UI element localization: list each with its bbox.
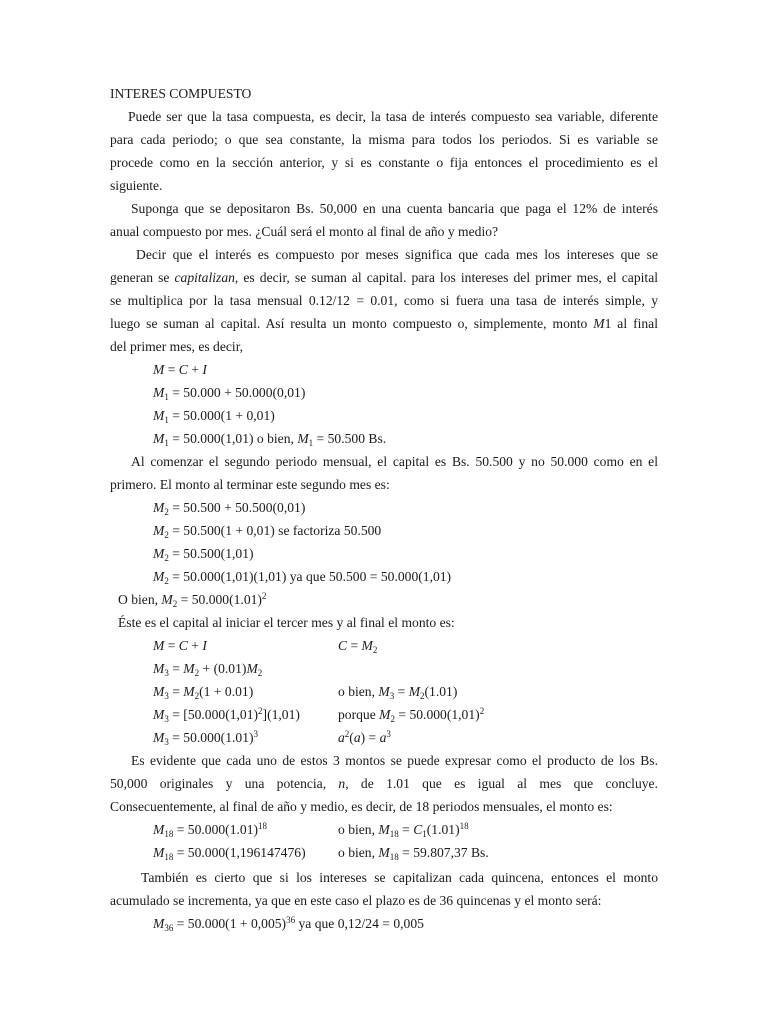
math-subscript: 2: [164, 553, 169, 563]
math-variable: M: [297, 431, 309, 446]
paragraph-line: Éste es el capital al iniciar el tercer mes y al final el monto es:: [118, 615, 455, 630]
math-variable: M: [153, 661, 165, 676]
math-superscript: 2: [479, 706, 485, 716]
paragraph-line: para cada periodo; o que sea constante, la misma para todos los periodos. Si es variable se: [110, 132, 658, 147]
math-text: = 50.000(1 + 0,005): [173, 916, 287, 931]
math-variable: M: [183, 684, 195, 699]
paragraph-line: También es cierto que si los intereses se capitalizan cada quincena, entonces el monto: [141, 870, 658, 885]
math-variable: M: [153, 431, 165, 446]
math-variable: a: [338, 730, 345, 745]
math-subscript: 2: [372, 645, 378, 655]
math-subscript: 3: [164, 714, 169, 724]
math-text: = 50.000 + 50.000(0,01): [168, 385, 306, 400]
math-variable: M: [153, 408, 165, 423]
math-subscript: 2: [390, 714, 395, 724]
math-subscript: 3: [164, 691, 169, 701]
paragraph-line: [110, 312, 658, 335]
equation-row: [110, 657, 658, 680]
equation-row: [110, 841, 658, 864]
math-text: = 50.500(1,01): [168, 546, 254, 561]
paragraph-generalization: [110, 749, 658, 818]
math-variable: M: [361, 638, 373, 653]
paragraph-biweekly: [110, 866, 658, 912]
paragraph-second-month: [110, 450, 658, 496]
equation-right: [338, 730, 391, 745]
math-variable: I: [202, 638, 207, 653]
paragraph-line: acumulado se incrementa, ya que en este caso el plazo es de 36 quincenas y el monto será:: [110, 893, 602, 908]
math-subscript: 1: [422, 829, 427, 839]
math-superscript: 2: [258, 706, 263, 716]
math-text: = 50.000(1.01): [177, 592, 262, 607]
paragraph-line: Decir que el interés es compuesto por meses significa que cada mes los intereses que se: [136, 247, 658, 262]
math-text: = 50.000(1,01) o bien,: [168, 431, 298, 446]
math-variable: C: [178, 638, 188, 653]
math-text: = 50.500(1 + 0,01) se factoriza 50.500: [168, 523, 382, 538]
equation-left: [153, 703, 338, 726]
math-superscript: 2: [261, 591, 267, 601]
math-text: = 50.000(1,01)(1,01) ya que 50.500 = 50.000(1,01): [168, 569, 452, 584]
math-text: = 59.807,37 Bs.: [398, 845, 489, 860]
math-variable: M: [153, 500, 165, 515]
math-subscript: 18: [164, 829, 174, 839]
equation-right: [338, 707, 484, 722]
paragraph-line: Suponga que se depositaron Bs. 50,000 en una cuenta bancaria que paga el 12% de interés: [131, 201, 658, 216]
math-text: +: [187, 638, 203, 653]
paragraph-explanation: [110, 243, 658, 358]
equation-row: [110, 818, 658, 841]
math-variable: M: [153, 385, 165, 400]
math-text: = 50.000(1,01): [394, 707, 480, 722]
math-variable: M: [379, 707, 391, 722]
math-variable: C: [338, 638, 348, 653]
math-text: +: [187, 362, 203, 377]
text-run: O bien,: [118, 592, 162, 607]
math-variable: M: [593, 316, 605, 331]
math-subscript: 1: [308, 438, 314, 448]
equation-left: [153, 680, 338, 703]
math-variable: M: [153, 684, 165, 699]
equation-row: [110, 634, 658, 657]
math-text: =: [168, 661, 184, 676]
math-subscript: 2: [194, 668, 200, 678]
math-variable: M: [408, 684, 421, 699]
equation-left: [153, 657, 338, 680]
text-run: , de 1.01 que es igual al mes que concluye.: [345, 776, 658, 791]
math-variable: M: [153, 546, 165, 561]
equation-line: [110, 519, 658, 542]
math-subscript: 1: [164, 392, 169, 402]
math-variable: a: [353, 730, 361, 745]
equation-right: [338, 684, 457, 699]
math-variable: M: [378, 684, 390, 699]
math-text: ](1,01): [262, 707, 300, 722]
math-variable: M: [153, 707, 165, 722]
math-subscript: 1: [164, 438, 169, 448]
math-text: porque: [338, 707, 380, 722]
math-text: (: [349, 730, 354, 745]
paragraph-line: [110, 266, 658, 289]
paragraph-line: Es evidente que cada uno de estos 3 montos se puede expresar como el producto de los Bs.: [131, 753, 658, 768]
math-text: = 50.000(1.01): [173, 822, 259, 837]
math-variable: I: [202, 362, 207, 377]
paragraph-line: se multiplica por la tasa mensual 0.12/12 = 0.01, como si fuera una tasa de interés simple, y: [110, 293, 658, 308]
paragraph-line: siguiente.: [110, 178, 163, 193]
paragraph-intro: [110, 105, 658, 197]
math-text: o bien,: [338, 822, 379, 837]
math-text: = 50.000(1,196147476): [173, 845, 306, 860]
math-subscript: 3: [389, 691, 395, 701]
paragraph-line: [110, 772, 658, 795]
paragraph-line: Consecuentemente, al final de año y medio, es decir, de 18 periodos mensuales, el monto es:: [110, 799, 613, 814]
math-variable: M: [153, 638, 165, 653]
math-subscript: 2: [172, 599, 178, 609]
equations-eighteen-months: [110, 818, 658, 864]
math-text: o bien,: [338, 845, 379, 860]
math-subscript: 2: [164, 507, 169, 517]
math-subscript: 1: [164, 415, 169, 425]
math-variable: M: [153, 362, 165, 377]
math-superscript: 3: [253, 729, 259, 739]
math-text: ) =: [360, 730, 380, 745]
math-variable: C: [178, 362, 188, 377]
text-run: 50,000 originales y una potencia,: [110, 776, 339, 791]
equations-first-month: [110, 358, 658, 450]
math-superscript: 2: [344, 729, 350, 739]
equation-line: [110, 381, 658, 404]
math-variable: M: [246, 661, 258, 676]
math-variable: M: [153, 730, 165, 745]
math-text: = 50.500 + 50.500(0,01): [168, 500, 306, 515]
math-variable: M: [153, 845, 165, 860]
math-superscript: 18: [258, 821, 268, 831]
equation-left: [153, 634, 338, 657]
math-text: (1.01): [424, 684, 458, 699]
math-text: o bien,: [338, 684, 379, 699]
paragraph-line: Puede ser que la tasa compuesta, es decir, la tasa de interés compuesto sea variable, diferente: [128, 109, 658, 124]
math-text: + (0.01): [199, 661, 247, 676]
equation-line: [110, 404, 658, 427]
equations-third-month: [110, 634, 658, 749]
math-text: (1 + 0.01): [199, 684, 254, 699]
math-variable: M: [153, 569, 165, 584]
math-text: =: [164, 638, 179, 653]
paragraph-problem: [110, 197, 658, 243]
math-text: =: [347, 638, 362, 653]
math-variable: M: [378, 822, 390, 837]
math-variable: M: [161, 592, 173, 607]
math-text: = 50.000(1 + 0,01): [168, 408, 275, 423]
equation-row: [110, 726, 658, 749]
math-text: ya que 0,12/24 = 0,005: [295, 916, 424, 931]
math-text: = [50.000(1,01): [168, 707, 259, 722]
paragraph-line: primero. El monto al terminar este segundo mes es:: [110, 477, 390, 492]
math-variable: n: [338, 776, 346, 791]
equation-line: [110, 542, 658, 565]
italic-term: capitalizan: [174, 270, 235, 285]
math-superscript: 36: [286, 915, 296, 925]
text-run: luego se suman al capital. Así resulta un monto compuesto o, simplemente, monto: [110, 316, 594, 331]
math-subscript: 3: [164, 668, 169, 678]
equation-right: [338, 638, 377, 653]
math-text: =: [168, 684, 184, 699]
document-title: INTERES COMPUESTO: [110, 86, 252, 101]
text-run: 1 al final: [604, 316, 658, 331]
equation-left: [153, 726, 338, 749]
text-run: , es decir, se suman al capital. para los intereses del primer mes, el capital: [234, 270, 658, 285]
math-subscript: 18: [389, 852, 399, 862]
equation-right: [338, 822, 469, 837]
equation-summary-line: [110, 588, 658, 611]
math-variable: C: [413, 822, 423, 837]
math-text: (1.01): [426, 822, 460, 837]
math-variable: M: [153, 822, 165, 837]
math-subscript: 2: [164, 576, 169, 586]
math-text: =: [394, 684, 409, 699]
text-run: generan se: [110, 270, 175, 285]
math-subscript: 2: [257, 668, 263, 678]
math-subscript: 3: [164, 737, 169, 747]
math-text: =: [398, 822, 414, 837]
math-text: = 50.500 Bs.: [313, 431, 387, 446]
equation-line: [110, 358, 658, 381]
math-subscript: 18: [389, 829, 399, 839]
math-variable: a: [379, 730, 387, 745]
math-text: = 50.000(1.01): [168, 730, 254, 745]
equation-line: [110, 427, 658, 450]
math-variable: M: [378, 845, 390, 860]
equation-line: [110, 912, 658, 935]
math-superscript: 18: [459, 821, 469, 831]
paragraph-line: Al comenzar el segundo periodo mensual, el capital es Bs. 50.500 y no 50.000 como en el: [131, 454, 658, 469]
math-variable: M: [183, 661, 195, 676]
equations-second-month: [110, 496, 658, 588]
math-superscript: 3: [386, 729, 391, 739]
math-variable: M: [153, 916, 165, 931]
math-subscript: 2: [420, 691, 425, 701]
math-subscript: 2: [194, 691, 200, 701]
equation-left: [153, 818, 338, 841]
math-subscript: 36: [164, 923, 174, 933]
equation-row: [110, 680, 658, 703]
paragraph-line: anual compuesto por mes. ¿Cuál será el monto al final de año y medio?: [110, 224, 499, 239]
equation-right: [338, 845, 489, 860]
equation-line: [110, 496, 658, 519]
equation-row: [110, 703, 658, 726]
paragraph-line: del primer mes, es decir,: [110, 339, 244, 354]
math-subscript: 18: [164, 852, 174, 862]
equation-left: [153, 841, 338, 864]
math-text: =: [164, 362, 179, 377]
math-variable: M: [153, 523, 165, 538]
paragraph-line: procede como en la sección anterior, y si es constante o fija entonces el procedimiento es el: [110, 155, 658, 170]
equation-line: [110, 565, 658, 588]
document-body: [110, 82, 658, 935]
math-subscript: 2: [164, 530, 169, 540]
